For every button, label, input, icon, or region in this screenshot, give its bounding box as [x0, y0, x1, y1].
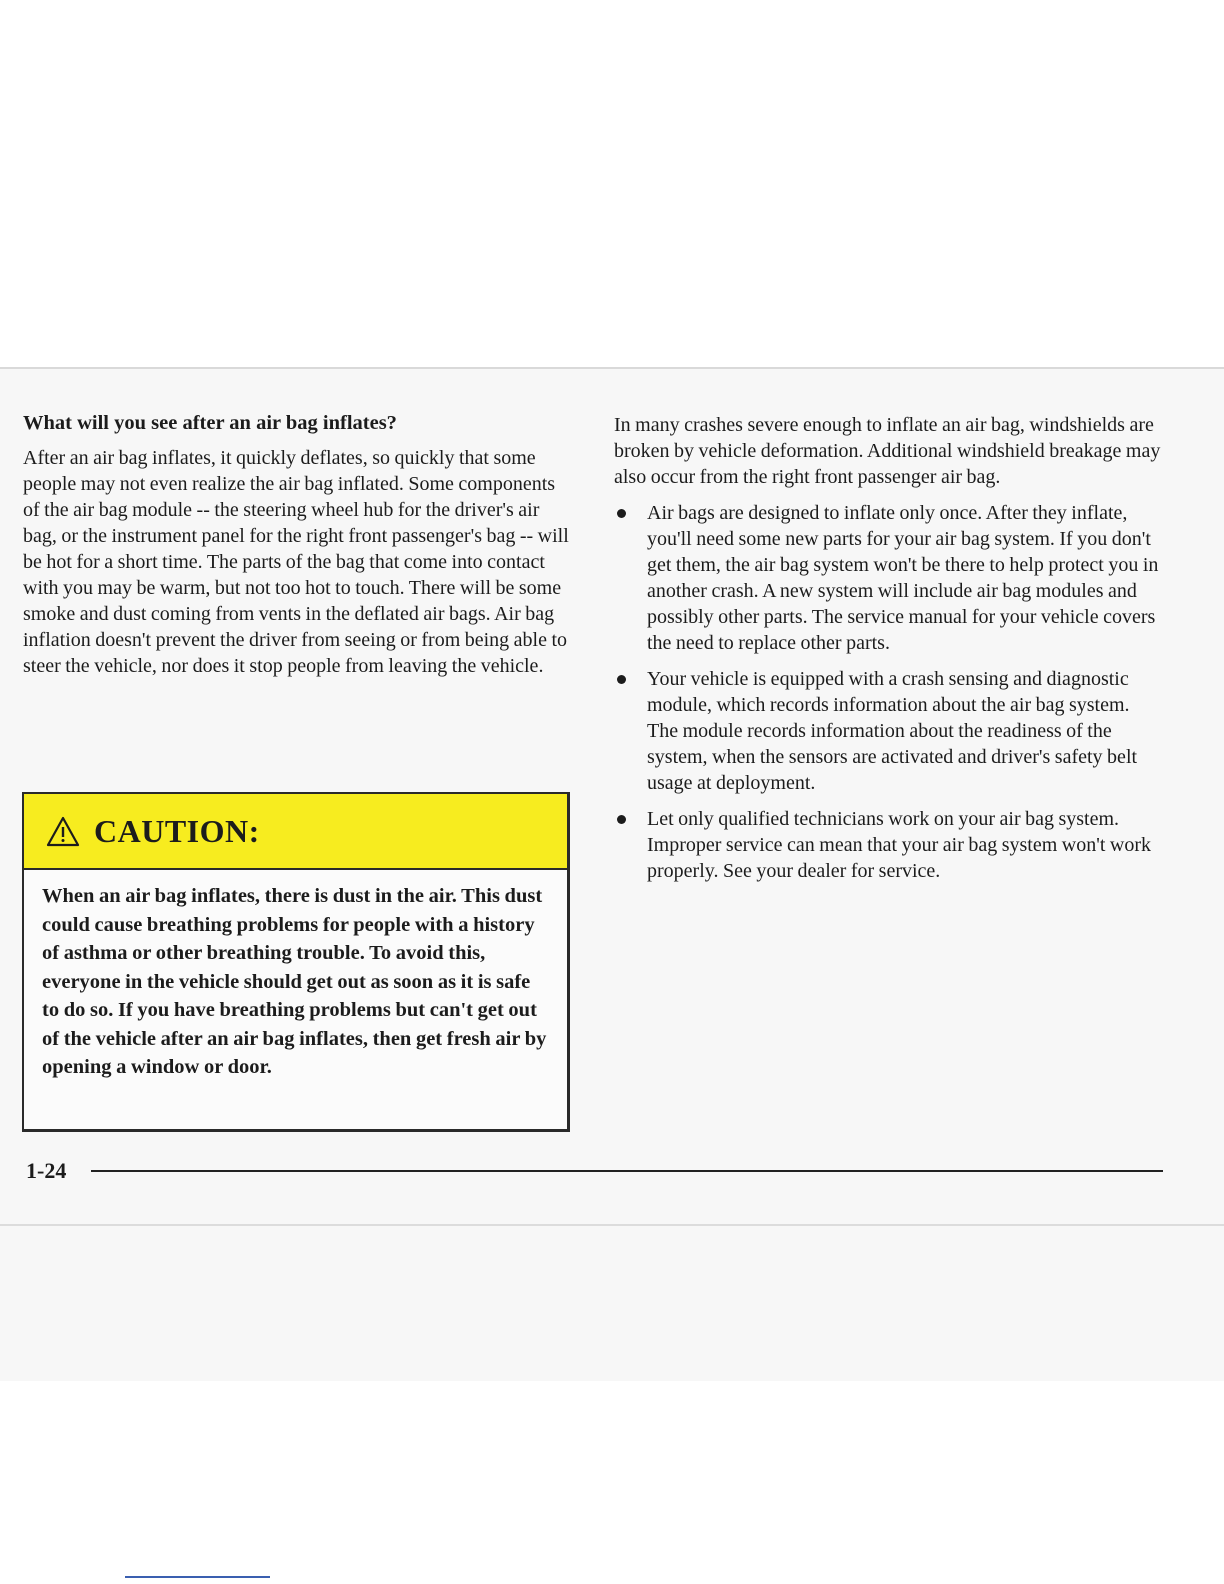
section-heading: What will you see after an air bag inflates? [23, 412, 397, 434]
scan-edge-top [0, 367, 1224, 369]
caution-title: CAUTION: [94, 812, 260, 849]
list-item-text: Your vehicle is equipped with a crash sensing and diagnostic module, which records information about the air bag system. The module records information about the readiness of the system, when the sensors are activated and driver's safety belt usage at deployment. [647, 668, 1138, 794]
left-column [23, 410, 571, 679]
caution-text: When an air bag inflates, there is dust in the air. This dust could cause breathing problems for people with a history of asthma or other breathing trouble. To avoid this, everyone in the vehicle should get out as soon as it is safe to do so. If you have breathing problems but can't get out of the vehicle after an air bag inflates, then get fresh air by opening a window or door. [42, 885, 547, 1078]
list-item [614, 666, 1164, 796]
caution-box [22, 792, 570, 1132]
bullet-icon [617, 509, 626, 518]
bullet-icon [617, 675, 626, 684]
footer-rule [91, 1170, 1163, 1172]
list-item [614, 500, 1164, 656]
list-item [614, 806, 1164, 884]
intro-paragraph: In many crashes severe enough to inflate an air bag, windshields are broken by vehicle deformation. Additional windshield breakage may also occur from the right front passenger air bag. [614, 414, 1161, 488]
page-number: 1-24 [26, 1158, 67, 1183]
caution-header [24, 794, 567, 870]
bottom-scan-mark [125, 1576, 270, 1578]
list-item-text: Air bags are designed to inflate only once. After they inflate, you'll need some new parts for your air bag system. If you don't get them, the air bag system won't be there to help protect you in another crash. A new system will include air bag modules and possibly other parts. The service manual for your vehicle covers the need to replace other parts. [647, 502, 1159, 654]
list-item-text: Let only qualified technicians work on your air bag system. Improper service can mean that your air bag system won't work properly. See your dealer for service. [647, 808, 1151, 882]
right-column [614, 412, 1164, 894]
body-paragraph: After an air bag inflates, it quickly deflates, so quickly that some people may not even realize the air bag inflated. Some components of the air bag module -- the steering wheel hub for the driver's air bag, or the instrument panel for the right front passenger's bag -- will be hot for a short time. The parts of the bag that come into contact with you may be warm, but not too hot to touch. There will be some smoke and dust coming from vents in the deflated air bags. Air bag inflation doesn't prevent the driver from seeing or from being able to steer the vehicle, nor does it stop people from leaving the vehicle. [23, 447, 569, 677]
bullet-icon [617, 815, 626, 824]
warning-triangle-icon [46, 816, 80, 847]
scan-edge-bottom [0, 1224, 1224, 1226]
bullet-list [614, 500, 1164, 884]
